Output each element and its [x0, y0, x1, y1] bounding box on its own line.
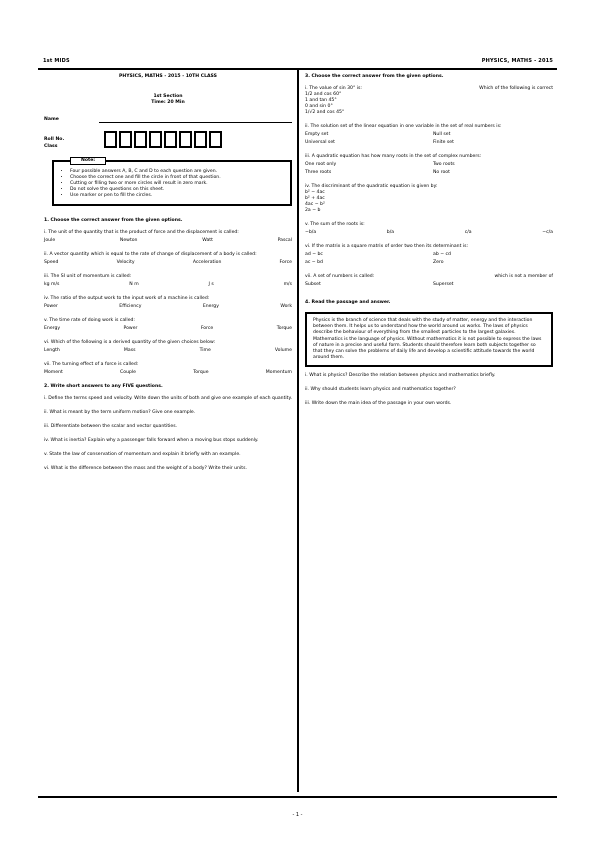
column-divider [297, 70, 299, 792]
roll-box[interactable] [104, 131, 117, 148]
question [305, 86, 553, 116]
roll-box[interactable] [179, 131, 192, 148]
option[interactable]: 0 and sin 0° [305, 104, 333, 109]
question-text: vi. If the matrix is a square matrix of order two then its determinant is: [305, 244, 469, 249]
reading-passage: Physics is the branch of science that deals with the study of matter, energy and the interaction between them. It helps us to understand how the world around us works. The laws of physics describe the behaviour of everything from the smallest particles to the largest galaxies. Mathematics is the language of physics. Without mathematics it is not possible to express the laws of nature in a precise and useful form. Students should therefore learn both subjects together so that they can solve the problems of daily life and develop a scientific attitude towards the world around them. [305, 312, 553, 367]
option[interactable]: Volume [274, 348, 292, 353]
short-question: v. State the law of conservation of momentum and explain it briefly with an example. [44, 452, 241, 457]
roll-box[interactable] [194, 131, 207, 148]
option[interactable]: 1/√2 and cos 45° [305, 110, 345, 115]
option[interactable]: Energy [44, 326, 61, 331]
option[interactable]: 2a − b [305, 208, 321, 213]
question [305, 274, 553, 288]
instruction-item: • Four possible answers A, B, C and D to each question are given. [70, 169, 282, 175]
option[interactable]: b² − 4ac [305, 190, 325, 195]
short-question: ii. What is meant by the term uniform motion? Give one example. [44, 410, 196, 415]
roll-box[interactable] [134, 131, 147, 148]
question [305, 154, 553, 176]
option[interactable]: J s [208, 282, 214, 287]
question-text: iv. The ratio of the output work to the input work of a machine is called: [44, 296, 210, 301]
section-heading: 2. Write short answers to any FIVE questions. [44, 384, 163, 389]
right-column [305, 74, 553, 415]
paper-title: PHYSICS, MATHS - 2015 - 10TH CLASS [119, 74, 217, 79]
option[interactable]: Joule [44, 238, 56, 243]
question-text: iv. The discriminant of the quadratic equation is given by: [305, 184, 438, 189]
instruction-item: • Do not solve the questions on this sheet. [70, 187, 282, 193]
option[interactable]: −c/a [542, 230, 553, 235]
option[interactable]: ab − cd [433, 252, 451, 257]
question [44, 296, 292, 310]
question-text: i. The unit of the quantity that is the product of force and the displacement is called: [44, 230, 239, 235]
question-text: v. The sum of the roots is: [305, 222, 365, 227]
roll-boxes [104, 131, 224, 148]
section-subtitle: 1st Section [153, 94, 183, 99]
option[interactable]: Watt [202, 238, 213, 243]
option[interactable]: b/a [386, 230, 395, 235]
option[interactable]: ac − bd [305, 260, 323, 265]
name-label: Name [44, 116, 59, 122]
question-text: iii. A quadratic equation has how many roots in the set of complex numbers: [305, 154, 482, 159]
short-question: vi. What is the difference between the mass and the weight of a body? Write their units. [44, 466, 247, 471]
header-right: PHYSICS, MATHS - 2015 [481, 58, 553, 64]
option[interactable]: Length [44, 348, 60, 353]
name-row [44, 116, 292, 123]
passage-question: i. What is physics? Describe the relation between physics and mathematics briefly. [305, 373, 496, 379]
option[interactable]: Torque [276, 326, 292, 331]
question [305, 244, 553, 266]
question-text: ii. A vector quantity which is equal to the rate of change of displacement of a body is called: [44, 252, 257, 257]
option[interactable]: Torque [193, 370, 209, 375]
section-heading: 1. Choose the correct answer from the given options. [44, 218, 183, 223]
option[interactable]: Three roots [305, 170, 332, 175]
option[interactable]: Couple [120, 370, 136, 375]
question [44, 318, 292, 332]
bottom-rule [38, 796, 557, 798]
question [305, 124, 553, 146]
left-column [44, 74, 292, 480]
option[interactable]: Two roots [433, 162, 455, 167]
roll-box[interactable] [209, 131, 222, 148]
class-label: Class [44, 144, 58, 149]
option[interactable]: ad − bc [305, 252, 323, 257]
question-lead: which is not a member of [494, 274, 553, 279]
option[interactable]: kg m/s [44, 282, 60, 287]
option[interactable]: Zero [433, 260, 444, 265]
question [305, 184, 553, 214]
option[interactable]: No root [433, 170, 450, 175]
question-text: vii. The turning effect of a force is called: [44, 362, 139, 367]
short-question: i. Define the terms speed and velocity. Write down the units of both and give one example of each quantity. [44, 396, 292, 401]
option[interactable]: Momentum [265, 370, 292, 375]
question [44, 340, 292, 354]
question [44, 230, 292, 244]
option[interactable]: Subset [305, 282, 321, 287]
roll-box[interactable] [119, 131, 132, 148]
option[interactable]: 1 and tan 45° [305, 98, 337, 103]
instructions-box [52, 160, 292, 206]
roll-label: Roll No. [44, 136, 65, 142]
roll-box[interactable] [164, 131, 177, 148]
short-question: iv. What is inertia? Explain why a passenger falls forward when a moving bus stops suddenly. [44, 438, 259, 443]
option[interactable]: 4ac − b² [305, 202, 325, 207]
question-text: v. The time rate of doing work is called: [44, 318, 135, 323]
passage-question: ii. Why should students learn physics and mathematics together? [305, 387, 456, 393]
option[interactable]: Newton [119, 238, 138, 243]
passage-question: iii. Write down the main idea of the passage in your own words. [305, 401, 452, 407]
question-text: ii. The solution set of the linear equation in one variable in the set of real numbers is: [305, 124, 502, 129]
option[interactable]: Acceleration [192, 260, 222, 265]
option[interactable]: c/a [464, 230, 472, 235]
section-heading: 4. Read the passage and answer. [305, 300, 391, 305]
option[interactable]: Empty set [305, 132, 329, 137]
option[interactable]: Pascal [277, 238, 292, 243]
option[interactable]: Mass [123, 348, 136, 353]
option[interactable]: Power [44, 304, 58, 309]
instruction-item: • Use marker or pen to fill the circles. [70, 193, 282, 199]
page-number: - 1 - [292, 812, 303, 818]
option[interactable]: m/s [283, 282, 292, 287]
question-text: i. The value of sin 30° is: [305, 86, 362, 91]
question [44, 274, 292, 288]
option[interactable]: Efficiency [119, 304, 142, 309]
option[interactable]: Force [200, 326, 214, 331]
time-subtitle: Time: 20 Min [151, 100, 185, 105]
option[interactable]: Finite set [433, 140, 454, 145]
option[interactable]: Velocity [116, 260, 135, 265]
section-heading: 3. Choose the correct answer from the given options. [305, 74, 444, 79]
instructions-title: Note: [70, 157, 106, 165]
option[interactable]: Moment [44, 370, 63, 375]
question-text: vi. Which of the following is a derived quantity of the given choices below: [44, 340, 215, 345]
question-text: iii. The SI unit of momentum is called: [44, 274, 132, 279]
question [44, 362, 292, 376]
option[interactable]: −b/a [305, 230, 317, 235]
option[interactable]: Superset [433, 282, 454, 287]
option[interactable]: One root only [305, 162, 337, 167]
option[interactable]: Universal set [305, 140, 335, 145]
option[interactable]: Energy [202, 304, 219, 309]
option[interactable]: Time [199, 348, 211, 353]
header-left: 1st MIDS [43, 58, 70, 64]
roll-box[interactable] [149, 131, 162, 148]
option[interactable]: Speed [44, 260, 59, 265]
question [44, 252, 292, 266]
option[interactable]: Work [280, 304, 292, 309]
name-field[interactable] [99, 116, 292, 123]
option[interactable]: N m [129, 282, 139, 287]
question [305, 222, 553, 236]
short-question: iii. Differentiate between the scalar and vector quantities. [44, 424, 178, 429]
option[interactable]: Null set [433, 132, 451, 137]
instruction-item: • Choose the correct one and fill the circle in front of that question. [70, 175, 282, 181]
option[interactable]: Power [123, 326, 138, 331]
instruction-item: • Cutting or filling two or more circles will result in zero mark. [70, 181, 282, 187]
instructions-list [62, 169, 282, 199]
option[interactable]: b² + 4ac [305, 196, 325, 201]
question-lead: Which of the following is correct [479, 86, 553, 91]
option[interactable]: 1/2 and cos 60° [305, 92, 342, 97]
option[interactable]: Force [279, 260, 292, 265]
question-text: vii. A set of numbers is called: [305, 274, 375, 279]
